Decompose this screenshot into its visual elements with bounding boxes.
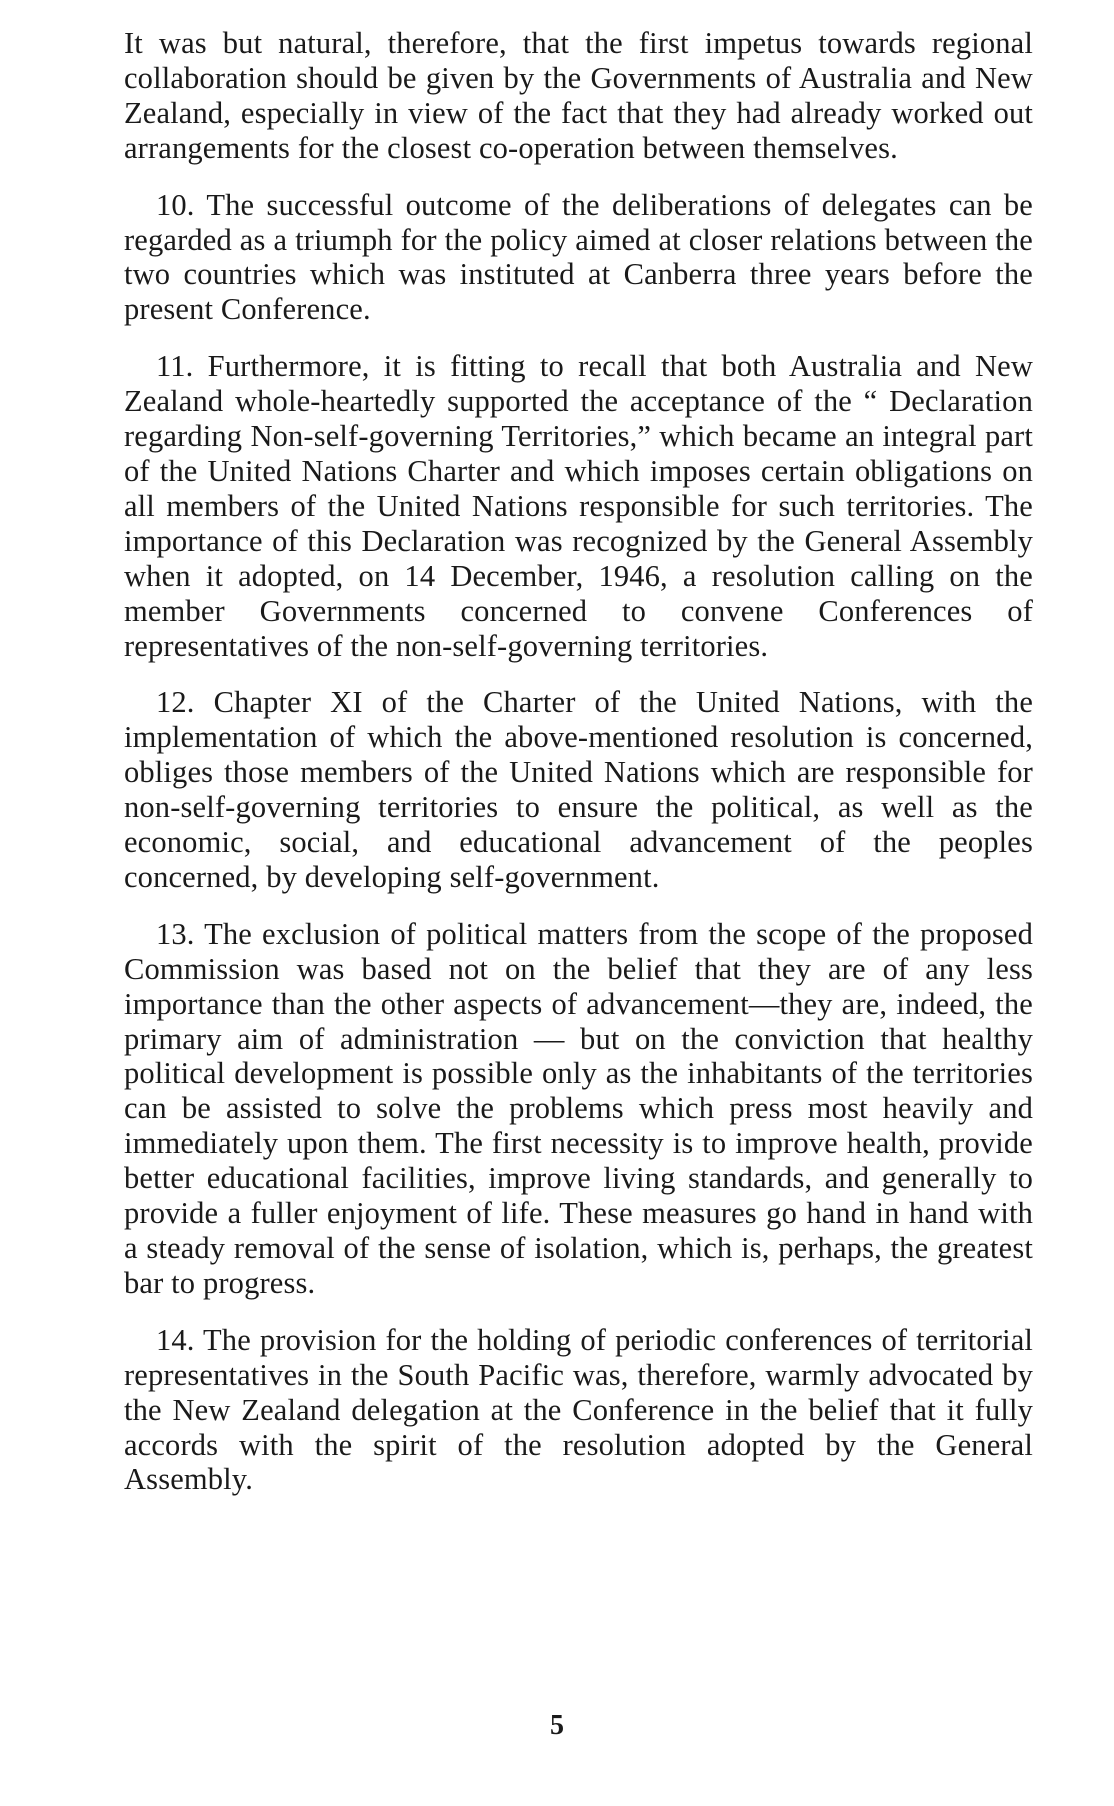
paragraph-11 — [124, 349, 1033, 663]
paragraph-10 — [124, 188, 1033, 328]
paragraph-14 — [124, 1323, 1033, 1498]
paragraph-number: 12. — [156, 685, 195, 720]
paragraph-number: 14. — [156, 1322, 195, 1357]
page-number: 5 — [550, 1710, 564, 1741]
paragraph-text: It was but natural, therefore, that the first impetus towards regional collaboration should be given by the Governments of Australia and New Zealand, especially in view of the fact that they had already worked out arrangements for the closest co-operation between themselves. — [124, 26, 1033, 165]
paragraph-number: 11. — [156, 349, 194, 384]
paragraph-text: Furthermore, it is fitting to recall that both Australia and New Zealand whole-heartedly supported the acceptance of the “ Declaration regarding Non-self-governing Territories,” which became an integral part of the United Nations Charter and which imposes certain obligations on all members of the United Nations responsible for such territories. The importance of this Declaration was recognized by the General Assembly when it adopted, on 14 December, 1946, a resolution calling on the member Governments concerned to convene Conferences of representatives of the non-self-governing territories. — [124, 349, 1033, 663]
paragraph-13 — [124, 917, 1033, 1301]
paragraph-text: The provision for the holding of periodic conferences of territorial representatives in the South Pacific was, therefore, warmly advocated by the New Zealand delegation at the Conference in the belief that it fully accords with the spirit of the resolution adopted by the General Assembly. — [124, 1322, 1034, 1497]
paragraph-12 — [124, 685, 1033, 894]
paragraph-continuation — [124, 26, 1033, 166]
paragraph-text: The successful outcome of the deliberations of delegates can be regarded as a triumph for the policy aimed at closer relations between the two countries which was instituted at Canberra three years before the present Conference. — [124, 187, 1033, 327]
paragraph-number: 13. — [156, 916, 195, 951]
document-body — [124, 26, 1033, 1519]
paragraph-text: Chapter XI of the Charter of the United Nations, with the implementation of which the above-mentioned resolution is concerned, obliges those members of the United Nations which are responsible for non-self-governing territories to ensure the political, as well as the economic, social, and educational advancement of the peoples concerned, by developing self-government. — [124, 685, 1034, 894]
paragraph-number: 10. — [156, 187, 195, 222]
paragraph-text: The exclusion of political matters from the scope of the proposed Commission was based not on the belief that they are of any less importance than the other aspects of advancement—they are, indeed, the primary aim of administration — but on the conviction that healthy political development is possible only as the inhabitants of the territories can be assisted to solve the problems which press most heavily and immediately upon them. The first necessity is to improve health, provide better educational facilities, improve living standards, and generally to provide a fuller enjoyment of life. These measures go hand in hand with a steady removal of the sense of isolation, which is, perhaps, the greatest bar to progress. — [124, 916, 1033, 1300]
